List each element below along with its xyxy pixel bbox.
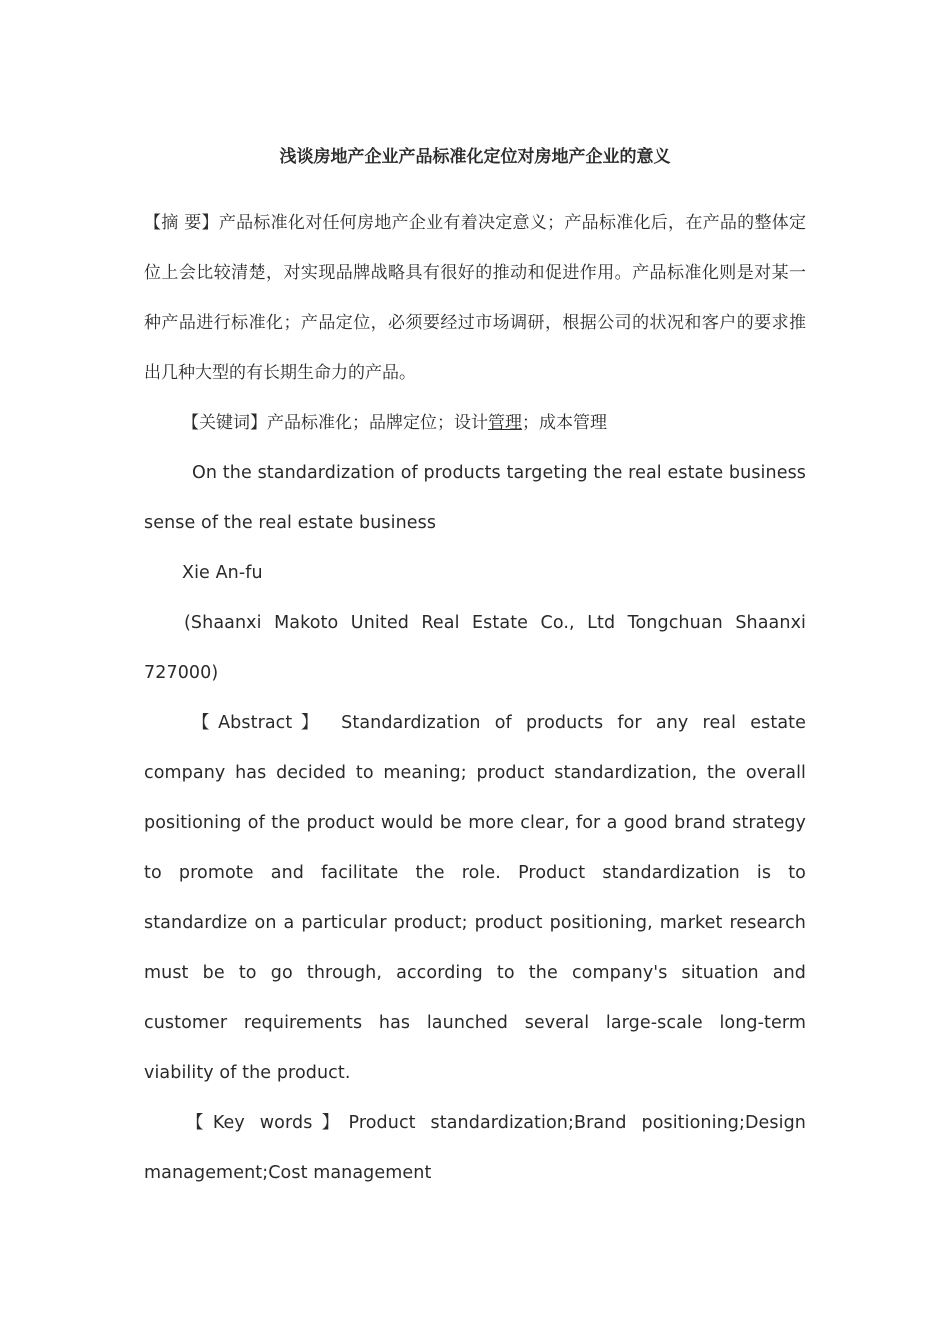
author-name: Xie An-fu	[182, 563, 263, 583]
cn-keywords-text-1: 产品标准化；品牌定位；设计	[267, 413, 488, 433]
paper-title: 浅谈房地产企业产品标准化定位对房地产企业的意义	[279, 147, 671, 167]
cn-keywords-label: 【关键词】	[182, 413, 267, 433]
cn-keywords-paragraph	[144, 398, 806, 448]
cn-abstract-label: 【摘 要】	[144, 213, 219, 233]
en-abstract-label: 【Abstract】	[192, 713, 327, 733]
cn-abstract-paragraph	[144, 198, 806, 398]
en-abstract-text: Standardization of products for any real estate company has decided to meaning; product standardization, the overall positioning of the product would be more clear, for a good brand strategy to promote and facilitate the role. Product standardization is to standardize on a particular product; product positioning, market research must be to go through, according to the company's situation and customer requirements has launched several large-scale long-term viability of the product.	[144, 713, 806, 1083]
cn-keywords-underlined: 管理	[488, 413, 522, 433]
document-body	[144, 132, 806, 1198]
author-affiliation: (Shaanxi Makoto United Real Estate Co., Ltd Tongchuan Shaanxi 727000)	[144, 613, 806, 683]
cn-keywords-text-2: ；成本管理	[522, 413, 607, 433]
en-keywords-text: Product standardization;Brand positioning;Design management;Cost management	[144, 1113, 806, 1183]
en-abstract-paragraph	[144, 698, 806, 1098]
en-keywords-paragraph	[144, 1098, 806, 1198]
cn-abstract-text: 产品标准化对任何房地产企业有着决定意义；产品标准化后，在产品的整体定位上会比较清楚，对实现品牌战略具有很好的推动和促进作用。产品标准化则是对某一种产品进行标准化；产品定位，必须要经过市场调研，根据公司的状况和客户的要求推出几种大型的有长期生命力的产品。	[144, 213, 807, 383]
en-keywords-label: 【Key words】	[186, 1113, 349, 1133]
english-title: On the standardization of products targeting the real estate business sense of the real estate business	[144, 463, 806, 533]
